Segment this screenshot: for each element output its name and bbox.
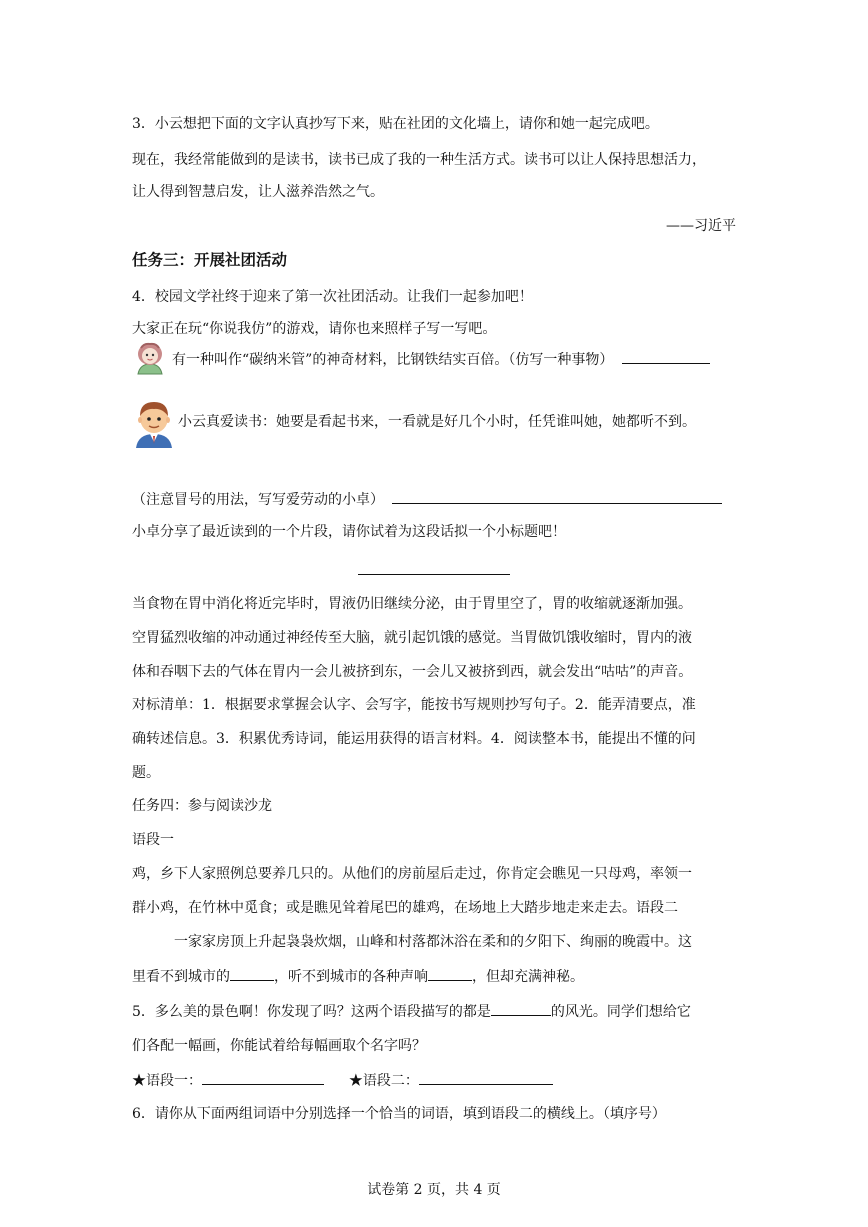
- q5-line1: [132, 1001, 691, 1022]
- q4-title-task: 小卓分享了最近读到的一个片段，请你试着为这段话拟一个小标题吧！: [132, 524, 566, 540]
- passage-line6: 题。: [132, 765, 160, 781]
- task4-seg2-line2: [132, 966, 584, 987]
- q5-label-seg1: ★语段一：: [132, 1073, 202, 1089]
- q5-line2: 们各配一幅画，你能试着给每幅画取个名字吗？: [132, 1038, 426, 1054]
- q4-intro: 大家正在玩“你说我仿”的游戏，请你也来照样子写一写吧。: [132, 321, 497, 337]
- passage-line5: 确转述信息。3．积累优秀诗词，能运用获得的语言材料。4．阅读整本书，能提出不懂的问: [132, 731, 696, 747]
- q4-colon-task-text: （注意冒号的用法，写写爱劳动的小卓）: [132, 492, 384, 508]
- q5-seg2-name-blank[interactable]: [419, 1070, 553, 1085]
- q5-answers: [132, 1070, 553, 1091]
- task3-heading: 任务三：开展社团活动: [132, 251, 288, 269]
- passage-line4: 对标清单：1．根据要求掌握会认字、会写字，能按书写规则抄写句子。2．能弄清要点，准: [132, 697, 696, 713]
- task4-seg1-label: 语段一: [132, 832, 174, 848]
- passage-line1: 当食物在胃中消化将近完毕时，胃液仍旧继续分泌，由于胃里空了，胃的收缩就逐渐加强。: [132, 596, 692, 612]
- page-footer: 试卷第 2 页，共 4 页: [367, 1182, 501, 1198]
- q5-scenery-blank[interactable]: [491, 1001, 551, 1016]
- q5-label-seg2: ★语段二：: [348, 1073, 419, 1089]
- q4-colon-answer-blank[interactable]: [392, 489, 722, 504]
- boy-avatar-icon: [132, 398, 176, 448]
- q5-seg1-name-blank[interactable]: [202, 1070, 324, 1085]
- q6-prompt: 6．请你从下面两组词语中分别选择一个恰当的词语，填到语段二的横线上。（填序号）: [132, 1106, 666, 1122]
- girl-avatar-icon: [132, 340, 168, 376]
- q4-example1: [172, 349, 710, 370]
- seg2-blank-1[interactable]: [230, 966, 274, 981]
- passage-title-blank[interactable]: [358, 574, 510, 575]
- q3-quote-line1: 现在，我经常能做到的是读书，读书已成了我的一种生活方式。读书可以让人保持思想活力，: [132, 152, 706, 168]
- task4-seg1-line2: 群小鸡，在竹林中觅食；或是瞧见耸着尾巴的雄鸡，在场地上大踏步地走来走去。语段二: [132, 900, 678, 916]
- task4-seg1-line1: 鸡，乡下人家照例总要养几只的。从他们的房前屋后走过，你肯定会瞧见一只母鸡，率领一: [132, 866, 692, 882]
- q4-example1-answer-blank[interactable]: [622, 349, 710, 364]
- q4-prompt: 4．校园文学社终于迎来了第一次社团活动。让我们一起参加吧！: [132, 289, 533, 305]
- seg2-line2-part-a: 里看不到城市的: [132, 969, 230, 985]
- q4-colon-task: [132, 489, 722, 510]
- task4-heading: 任务四：参与阅读沙龙: [132, 798, 272, 814]
- q3-author: ——习近平: [666, 218, 736, 234]
- q3-prompt: 3．小云想把下面的文字认真抄写下来，贴在社团的文化墙上，请你和她一起完成吧。: [132, 116, 659, 132]
- q4-example2: 小云真爱读书：她要是看起书来，一看就是好几个小时，任凭谁叫她，她都听不到。: [178, 414, 696, 430]
- passage-line3: 体和吞咽下去的气体在胃内一会儿被挤到东，一会儿又被挤到西，就会发出“咕咕”的声音。: [132, 664, 693, 680]
- task4-seg2-line1: 一家家房顶上升起袅袅炊烟，山峰和村落都沐浴在柔和的夕阳下、绚丽的晚霞中。这: [174, 934, 692, 950]
- passage-line2: 空胃猛烈收缩的冲动通过神经传至大脑，就引起饥饿的感觉。当胃做饥饿收缩时，胃内的液: [132, 630, 692, 646]
- q5-line1-part-a: 5．多么美的景色啊！你发现了吗？这两个语段描写的都是: [132, 1004, 491, 1020]
- q4-example1-text: 有一种叫作“碳纳米管”的神奇材料，比钢铁结实百倍。（仿写一种事物）: [172, 352, 614, 368]
- seg2-line2-part-b: ，听不到城市的各种声响: [274, 969, 428, 985]
- q3-quote-line2: 让人得到智慧启发，让人滋养浩然之气。: [132, 184, 384, 200]
- seg2-blank-2[interactable]: [428, 966, 472, 981]
- seg2-line2-part-c: ，但却充满神秘。: [472, 969, 584, 985]
- q5-line1-part-b: 的风光。同学们想给它: [550, 1004, 691, 1020]
